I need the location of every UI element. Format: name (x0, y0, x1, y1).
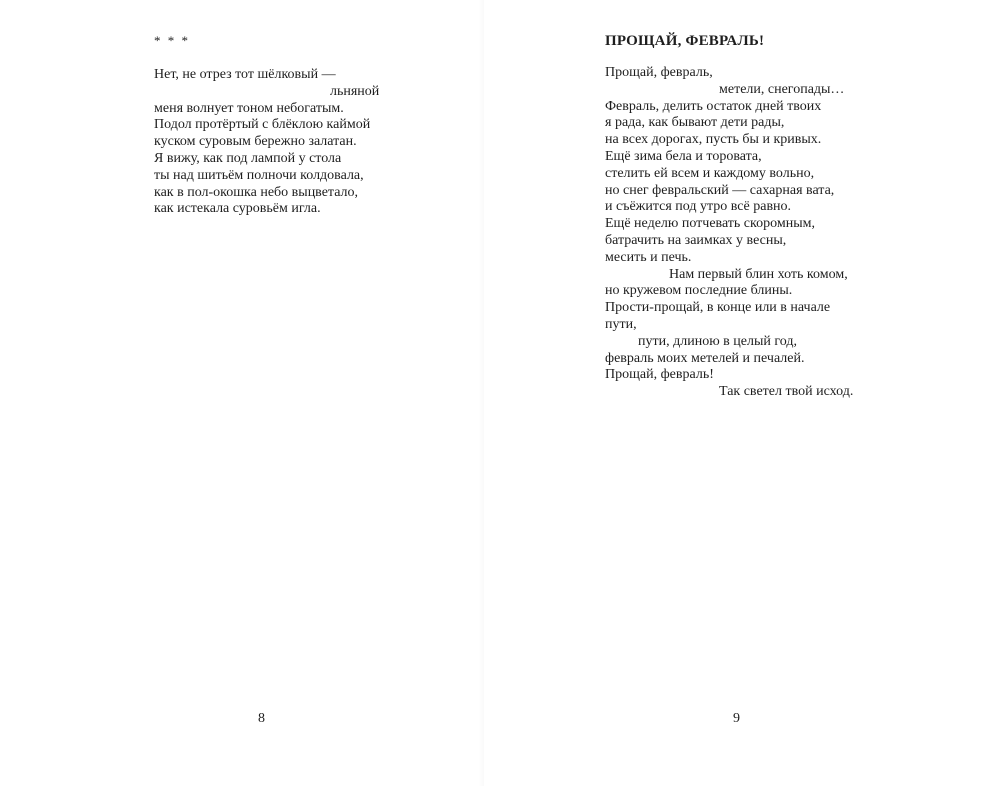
poem-line: Так светел твой исход. (719, 384, 854, 400)
left-page (0, 0, 484, 786)
poem-line: как в пол-окошка небо выцветало, (154, 184, 359, 200)
poem-line: февраль моих метелей и печалей. (605, 350, 805, 366)
poem-line: но кружевом последние блины. (605, 283, 793, 299)
poem-line: метели, снегопады… (719, 81, 845, 97)
poem-line: Ещё зима бела и торовата, (605, 148, 762, 164)
poem-line: я рада, как бывают дети рады, (605, 115, 785, 131)
poem-line: Прости-прощай, в конце или в начале (605, 300, 831, 316)
poem-line: месить и печь. (605, 249, 692, 265)
poem-line: Нам первый блин хоть комом, (669, 266, 848, 282)
farewell-february-poem (605, 65, 895, 401)
poem-line: пути, (605, 316, 637, 332)
poem-line: пути, длиною в целый год, (638, 333, 797, 349)
poem-line: Я вижу, как под лампой у стола (154, 150, 342, 166)
poem-line: Нет, не отрез тот шёлковый — (154, 67, 336, 82)
poem-line: меня волнует тоном небогатым. (154, 100, 344, 116)
poem-line: Прощай, февраль, (605, 65, 713, 80)
page-number: 8 (258, 711, 265, 726)
section-separator: * * * (154, 33, 190, 48)
poem-line: и съёжится под утро всё равно. (605, 199, 792, 215)
poem-line: Ещё неделю потчевать скоромным, (605, 216, 815, 232)
poem-line: ты над шитьём полночи колдовала, (154, 167, 364, 183)
poem-line: на всех дорогах, пусть бы и кривых. (605, 132, 822, 148)
poem-line: батрачить на заимках у весны, (605, 232, 787, 248)
poem-line: как истекала суровьём игла. (154, 201, 321, 217)
poem-title: ПРОЩАЙ, ФЕВРАЛЬ! (605, 33, 765, 49)
untitled-poem (154, 67, 454, 218)
poem-line: но снег февральский — сахарная вата, (605, 182, 835, 198)
right-page (484, 0, 1000, 786)
poem-line: Прощай, февраль! (605, 367, 714, 383)
poem-line: льняной (330, 83, 380, 99)
poem-line: куском суровым бережно залатан. (154, 134, 357, 150)
page-number: 9 (733, 711, 740, 726)
poem-line: стелить ей всем и каждому вольно, (605, 165, 815, 181)
poem-line: Февраль, делить остаток дней твоих (605, 98, 822, 114)
poem-line: Подол протёртый с блёклою каймой (154, 117, 371, 133)
